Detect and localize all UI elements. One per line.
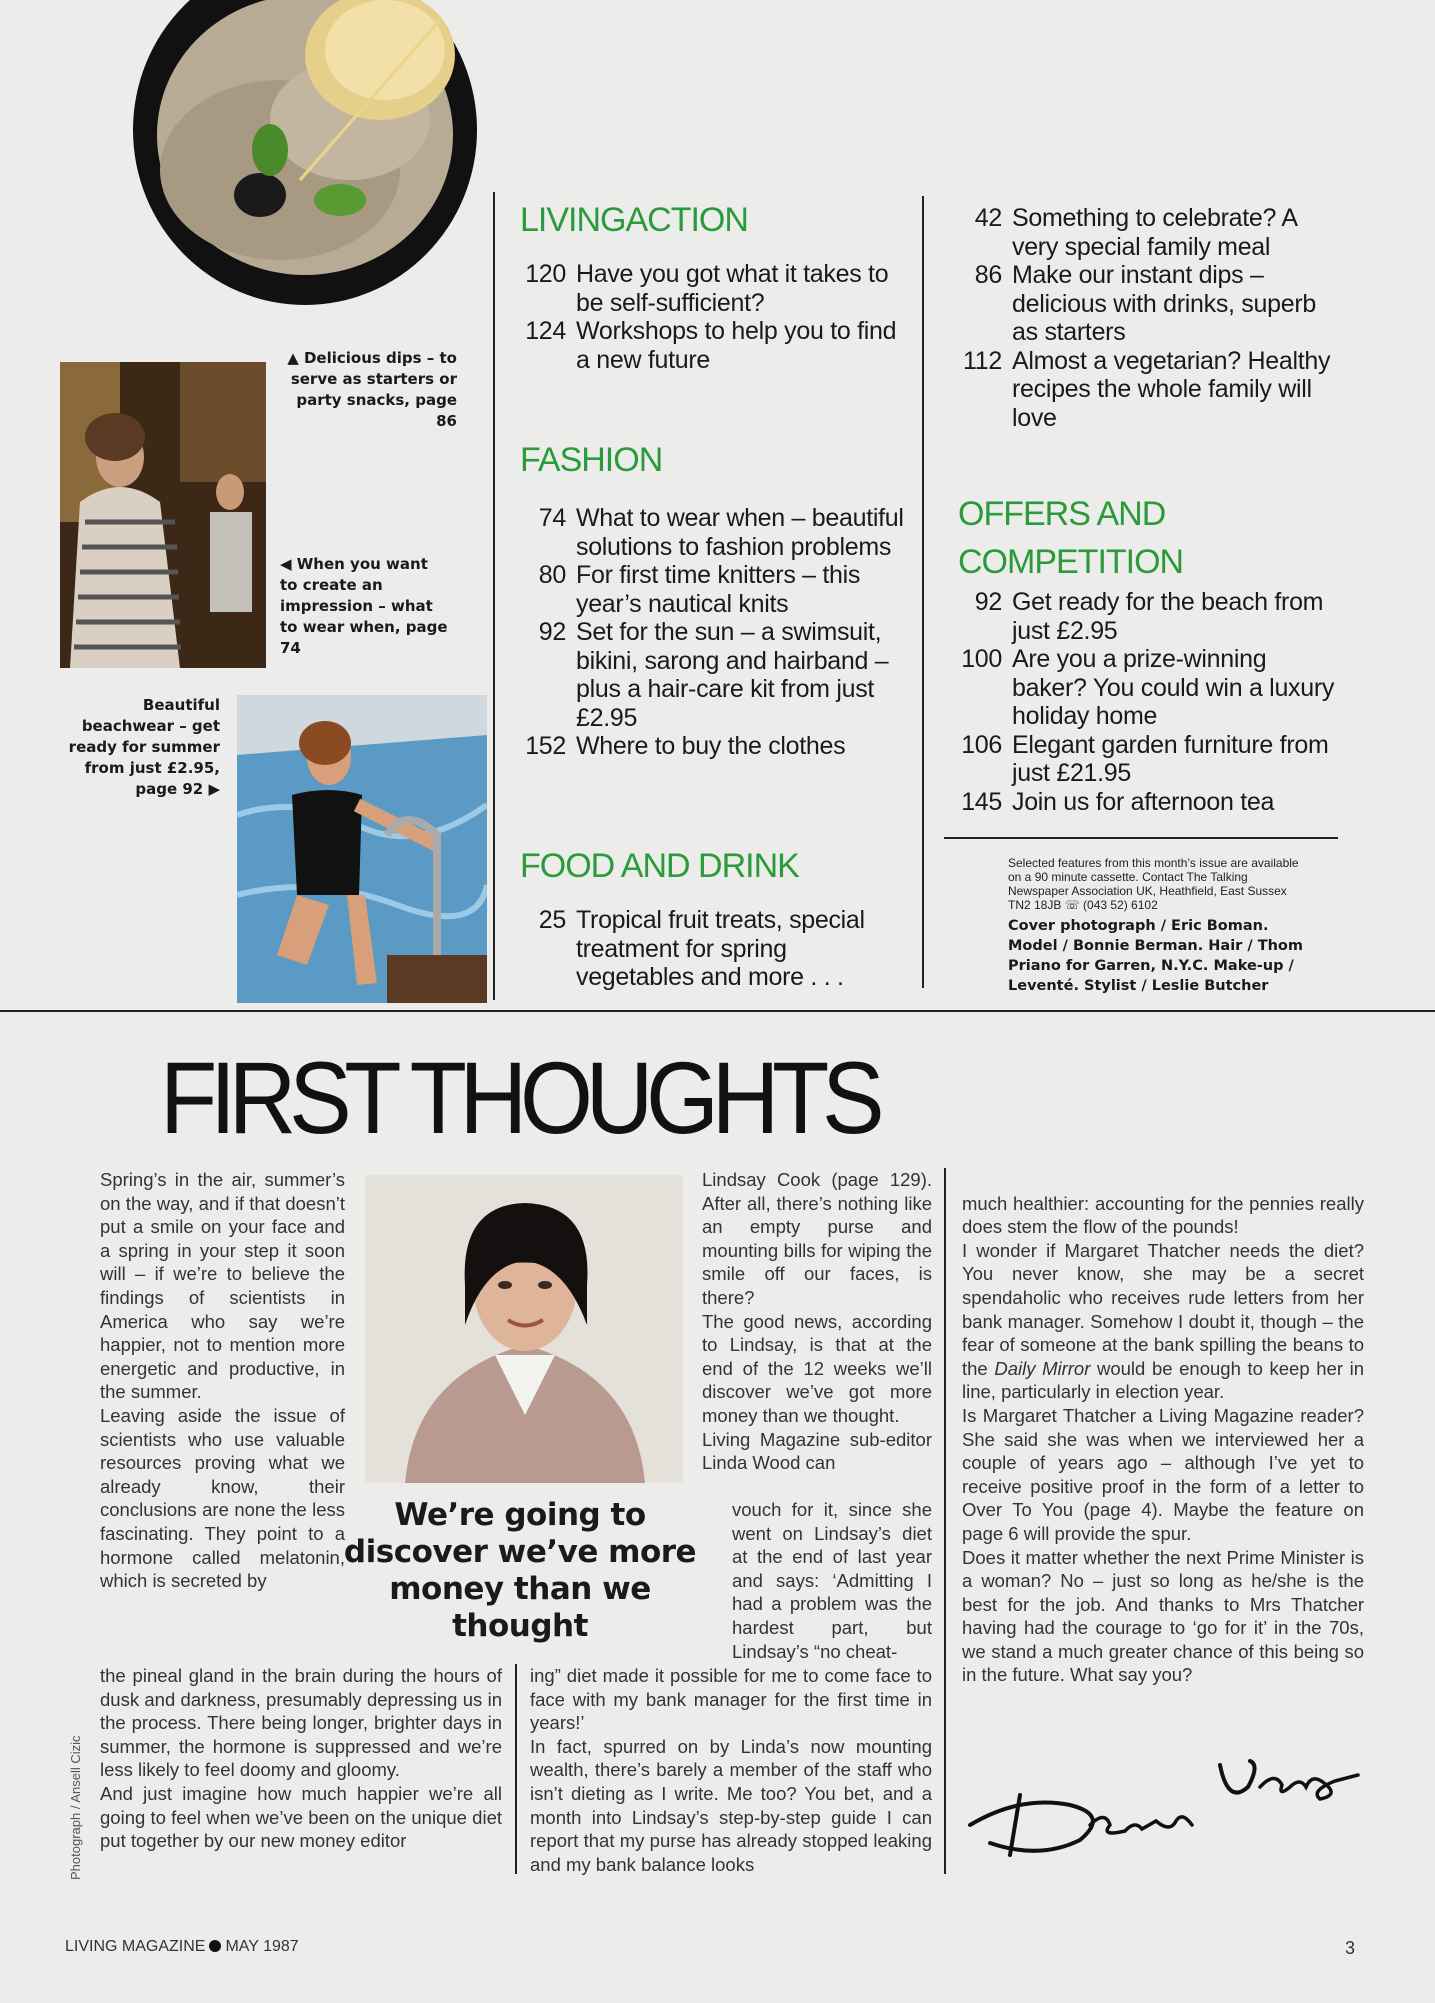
article-col3-text-b: would be enough to keep her in line, particularly in election year. Is Margaret Thatcher a Living Magazine reader? She said she was when we interviewed her a couple of years ago – although I’ve yet to receive positive proof in the form of a letter to Over To You (page 4). Maybe the feature on page 6 will provide the spur. Does it matter whether the next Prime Minister is a woman? No – just so long as he/she is the best for the job. And thanks to Mrs Thatcher having had the courage to ‘go for it’ in the 70s, we stand a much greater chance of this being so in the future. What say you? <box>962 1357 1365 1686</box>
article-col3-text-a: much healthier: accounting for the pennies really does stem the flow of the pounds! I wonder if Margaret Thatcher needs the diet? You never know, she may be a secret spendaholic who receives rude letters from her bank manager. Somehow I doubt it, though – the fear of someone at the bank spilling the beans to the <box>962 1192 1364 1379</box>
fashion-heading: FASHION <box>520 441 663 479</box>
newspaper-name: Daily Mirror <box>994 1357 1091 1379</box>
first-thoughts-title: FIRST THOUGHTS <box>160 1041 878 1155</box>
article-divider-right <box>944 1168 946 1874</box>
editor-photo <box>365 1175 683 1483</box>
footer-publication <box>65 1938 299 1956</box>
beachwear-caption: Beautiful beachwear – get ready for summer from just £2.95, page 92 ▶ <box>68 696 220 798</box>
page-divider <box>0 1010 1435 1012</box>
toc-item[interactable]: 145 Join us for afternoon tea <box>961 787 1275 816</box>
contents-divider-right <box>922 196 924 988</box>
article-col2-mid: vouch for it, since she went on Lindsay’s diet at the end of last year and says: ‘Admitting I had a problem was the hardest part, but Lindsay’s “no cheat- <box>732 1499 932 1662</box>
article-col3 <box>962 1168 1364 1687</box>
toc-item[interactable]: 100 Are you a prize-winning baker? You could win a luxury holiday home <box>961 645 1335 730</box>
contents-divider-left <box>493 192 495 1000</box>
offers-heading-1: OFFERS AND <box>958 495 1166 533</box>
article-col2-bottom: ing” diet made it possible for me to come face to face with my bank manager for the first time in years!’ In fact, spurred on by Linda’s now mounting wealth, there’s barely a member of the staff who isn’t dieting as I write. Me too? You bet, and a month into Lindsay’s step-by-step guide I can report that my purse has already stopped leaking and my bank balance looks <box>530 1665 932 1875</box>
cover-credit: Cover photograph / Eric Boman. Model / Bonnie Berman. Hair / Thom Priano for Garren, N.Y.C. Make-up / Leventé. Stylist / Leslie Butcher <box>1008 918 1304 994</box>
article-divider-left <box>515 1664 517 1874</box>
toc-item[interactable]: 152 Where to buy the clothes <box>525 732 846 760</box>
toc-item[interactable]: 124 Workshops to help you to find a new future <box>525 317 897 374</box>
offers-heading-2: COMPETITION <box>958 543 1184 581</box>
toc-item[interactable]: 120 Have you got what it takes to be self-sufficient? <box>525 260 889 317</box>
section-food-continued <box>946 204 1346 432</box>
bullet-dot-icon <box>209 1940 221 1952</box>
cassette-note: Selected features from this month’s issue are available on a 90 minute cassette. Contact The Talking Newspaper Association UK, Heathfield, East Sussex TN2 18JB ☏ (043 52) 6102 <box>1008 856 1299 912</box>
dips-caption: ▲ Delicious dips – to serve as starters or party snacks, page 86 <box>287 349 457 430</box>
toc-item[interactable]: 42 Something to celebrate? A very special family meal <box>974 204 1297 261</box>
article-col2-top: Lindsay Cook (page 129). After all, there’s nothing like an empty purse and mounting bills for wiping the smile off our faces, is there? The good news, according to Lindsay, is that at the end of the 12 weeks we’ll discover we’ve got more money than we thought. Living Magazine sub-editor Linda Wood can <box>702 1169 932 1474</box>
toc-item[interactable]: 112 Almost a vegetarian? Healthy recipes the whole family will love <box>963 346 1331 432</box>
article-col1: Spring’s in the air, summer’s on the way, and if that doesn’t put a smile on your face and a spring in your step it soon will – if we’re to believe the findings of scientists in America who say we’re happier, not to mention more energetic and productive, in the summer. Leaving aside the issue of scientists who use valuable resources proving what we already know, their conclusions are none the less fascinating. They point to a hormone called melatonin, which is secreted by <box>100 1169 345 1592</box>
editor-signature <box>960 1725 1370 1865</box>
page-number: 3 <box>1345 1938 1356 1958</box>
offers-list <box>946 588 1346 816</box>
pull-quote: We’re going to discover we’ve more money than we thought <box>343 1497 697 1644</box>
toc-item[interactable]: 92 Set for the sun – a swimsuit, bikini, sarong and hairband – plus a hair-care kit from just £2.95 <box>538 618 889 732</box>
footer-date: MAY 1987 <box>225 1938 299 1955</box>
fashion-photo <box>60 362 266 668</box>
food-and-drink-heading: FOOD AND DRINK <box>520 847 799 885</box>
article-col1-cont: the pineal gland in the brain during the hours of dusk and darkness, presumably depressing us in the process. There being longer, brighter days in summer, the hormone is suppressed and we’re less likely to feel doomy and gloomy. And just imagine how much happier we’re all going to feel when we’ve been on the unique diet put together by our new money editor <box>100 1665 502 1852</box>
toc-item[interactable]: 25 Tropical fruit treats, special treatment for spring vegetables and more . . . <box>538 906 865 991</box>
dips-photo <box>120 0 490 310</box>
living-action-heading: LIVINGACTION <box>520 201 748 239</box>
toc-item[interactable]: 106 Elegant garden furniture from just £21.95 <box>961 730 1329 787</box>
offers-bottom-rule <box>944 837 1338 839</box>
toc-item[interactable]: 80 For first time knitters – this year’s nautical knits <box>538 561 861 618</box>
section-fashion <box>520 442 915 761</box>
impression-caption: ◀ When you want to create an impression – what to wear when, page 74 <box>280 555 448 657</box>
beachwear-photo <box>237 695 487 1003</box>
footer-magazine: LIVING MAGAZINE <box>65 1938 206 1955</box>
toc-item[interactable]: 92 Get ready for the beach from just £2.95 <box>974 588 1324 645</box>
toc-item[interactable]: 74 What to wear when – beautiful solutions to fashion problems <box>538 504 904 561</box>
toc-item[interactable]: 86 Make our instant dips – delicious with drinks, superb as starters <box>974 261 1316 346</box>
section-offers <box>958 496 1348 580</box>
photo-credit: Photograph / Ansell Cizic <box>68 1735 83 1880</box>
section-living-action <box>520 202 910 374</box>
section-food-and-drink <box>520 848 910 992</box>
